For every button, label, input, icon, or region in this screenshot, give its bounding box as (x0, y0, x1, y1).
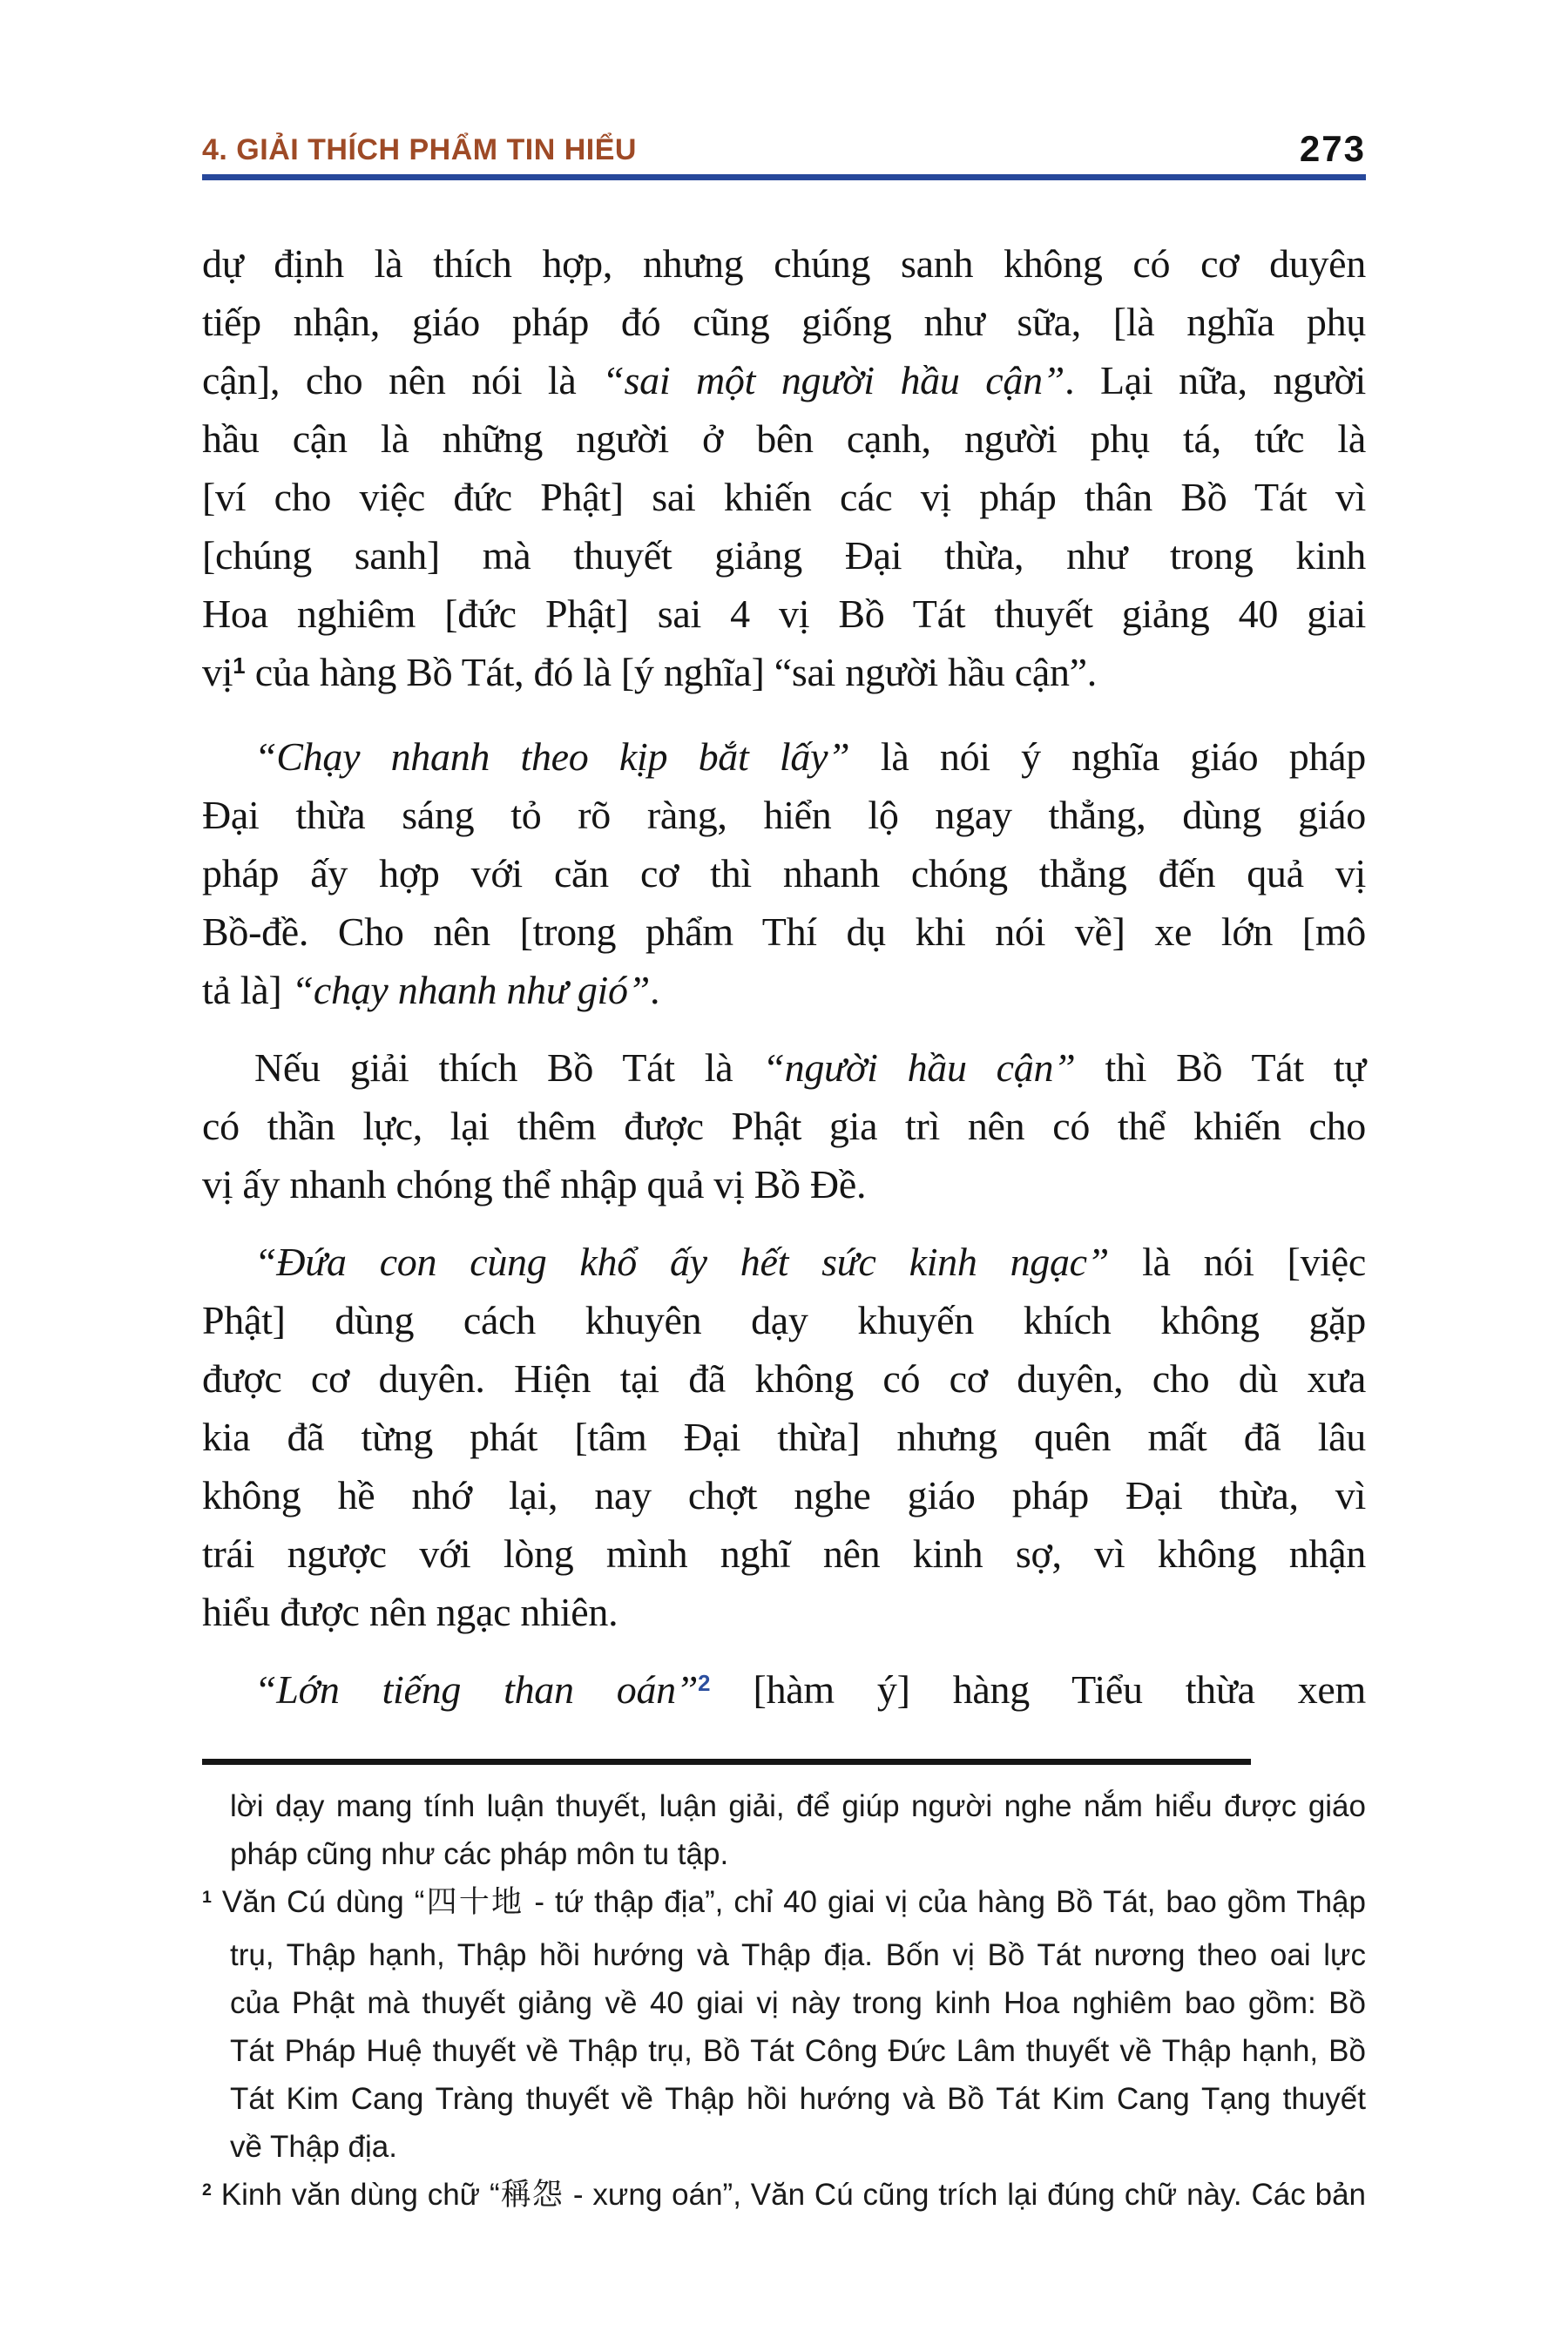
text-run: là nói ý nghĩa giáo pháp (849, 734, 1366, 779)
italic-quote: “chạy nhanh như gió” (291, 968, 650, 1012)
text-run: không hề nhớ lại, nay chợt nghe giáo pháp Đại thừa, vì (202, 1473, 1366, 1517)
text-line (202, 1291, 1366, 1349)
text-run: là nói [việc (1109, 1240, 1366, 1284)
text-line (202, 1583, 1366, 1641)
text-run: của hàng Bồ Tát, đó là [ý nghĩa] “sai người hầu cận”. (245, 650, 1097, 694)
text-run: vị (202, 650, 233, 694)
italic-quote: “sai một người hầu cận” (602, 358, 1065, 402)
paragraph (202, 1038, 1366, 1213)
text-line (202, 1349, 1366, 1408)
text-run: cận], cho nên nói là (202, 358, 603, 402)
text-run: Phật] dùng cách khuyên dạy khuyến khích không gặp (202, 1298, 1366, 1342)
text-line (202, 1524, 1366, 1583)
italic-quote: “Chạy nhanh theo kịp bắt lấy” (254, 734, 850, 779)
text-line (202, 526, 1366, 585)
text-line (202, 961, 1366, 1019)
text-run: . (650, 968, 660, 1012)
body-text (202, 234, 1366, 1726)
text-line (202, 409, 1366, 468)
page-header (202, 129, 1366, 169)
paragraph (202, 1233, 1366, 1641)
header-rule (202, 174, 1366, 180)
text-line (202, 585, 1366, 643)
page-content (202, 129, 1366, 2224)
page-number: 273 (1299, 128, 1366, 169)
text-run: được cơ duyên. Hiện tại đã không có cơ duyên, cho dù xưa (202, 1356, 1366, 1401)
text-run: pháp cũng như các pháp môn tu tập. (230, 1837, 729, 1871)
text-line (202, 351, 1366, 409)
italic-quote: “người hầu cận” (762, 1045, 1076, 1090)
text-run: Tát Kim Cang Tràng thuyết về Thập hồi hướng và Bồ Tát Kim Cang Tạng thuyết (230, 2082, 1366, 2116)
footnote-separator (202, 1759, 1251, 1765)
text-line (202, 844, 1366, 902)
text-run: Tát Pháp Huệ thuyết về Thập trụ, Bồ Tát Công Đức Lâm thuyết về Thập hạnh, Bồ (230, 2034, 1366, 2068)
text-run: tả là] (202, 968, 292, 1012)
text-run: Văn Cú dùng “四十地 - tứ thập địa”, chỉ 40 giai vị của hàng Bồ Tát, bao gồm Thập (221, 1885, 1366, 1919)
text-run: của Phật mà thuyết giảng về 40 giai vị này trong kinh Hoa nghiêm bao gồm: Bồ (230, 1986, 1366, 2020)
footnote-marker: 1 (202, 1888, 212, 1908)
text-line (202, 1466, 1366, 1524)
footnote (202, 1878, 1366, 2171)
running-head-title: 4. GIẢI THÍCH PHẨM TIN HIỂU (202, 133, 637, 166)
text-run: thì Bồ Tát tự (1075, 1045, 1366, 1090)
text-line (230, 1830, 1366, 1878)
text-run: [chúng sanh] mà thuyết giảng Đại thừa, như trong kinh (202, 533, 1366, 578)
text-run: kia đã từng phát [tâm Đại thừa] nhưng quên mất đã lâu (202, 1415, 1366, 1459)
footnote-ref: 1 (233, 653, 246, 679)
text-line (202, 643, 1366, 708)
text-run: Hoa nghiêm [đức Phật] sai 4 vị Bồ Tát thuyết giảng 40 giai (202, 591, 1366, 636)
text-run: [hàm ý] hàng Tiểu thừa xem (710, 1667, 1366, 1712)
text-line (230, 2027, 1366, 2075)
text-run: pháp ấy hợp với căn cơ thì nhanh chóng thẳng đến quả vị (202, 851, 1366, 896)
text-run: về Thập địa. (230, 2130, 397, 2164)
italic-quote: “Lớn tiếng than oán” (254, 1667, 699, 1712)
text-run: Đại thừa sáng tỏ rõ ràng, hiển lộ ngay thẳng, dùng giáo (202, 793, 1366, 837)
text-line (202, 2171, 1366, 2224)
text-line (202, 786, 1366, 844)
text-run: [ví cho việc đức Phật] sai khiến các vị pháp thân Bồ Tát vì (202, 475, 1366, 519)
text-line (202, 1408, 1366, 1466)
footnote-ref: 2 (698, 1671, 711, 1696)
text-line (202, 234, 1366, 293)
text-line (202, 1038, 1366, 1097)
text-run: trụ, Thập hạnh, Thập hồi hướng và Thập địa. Bốn vị Bồ Tát nương theo oai lực (230, 1938, 1366, 1972)
italic-quote: “Đứa con cùng khổ ấy hết sức kinh ngạc” (254, 1240, 1110, 1284)
text-run: có thần lực, lại thêm được Phật gia trì nên có thể khiến cho (202, 1104, 1366, 1148)
footnote-marker: 2 (202, 2180, 212, 2200)
text-line (202, 1097, 1366, 1155)
text-run: Nếu giải thích Bồ Tát là (254, 1045, 763, 1090)
text-line (202, 293, 1366, 351)
text-run: trái ngược với lòng mình nghĩ nên kinh sợ, vì không nhận (202, 1531, 1366, 1576)
text-run: hiểu được nên ngạc nhiên. (202, 1590, 618, 1634)
text-line (202, 468, 1366, 526)
text-line (202, 1878, 1366, 1931)
text-line (230, 2075, 1366, 2123)
paragraph (202, 1660, 1366, 1726)
text-line (202, 902, 1366, 961)
footnote (202, 2171, 1366, 2224)
text-line (202, 1233, 1366, 1291)
text-run: . Lại nữa, người (1064, 358, 1366, 402)
text-line (202, 727, 1366, 786)
text-run: dự định là thích hợp, nhưng chúng sanh không có cơ duyên (202, 241, 1366, 286)
paragraph (202, 234, 1366, 708)
paragraph (202, 727, 1366, 1019)
text-line (230, 1931, 1366, 1979)
footnote-continuation (230, 1782, 1366, 1878)
footnotes (202, 1782, 1366, 2224)
text-line (230, 1979, 1366, 2027)
text-line (202, 1155, 1366, 1213)
text-line (230, 2123, 1366, 2171)
text-line (230, 1782, 1366, 1830)
text-run: lời dạy mang tính luận thuyết, luận giải, để giúp người nghe nắm hiểu được giáo (230, 1789, 1366, 1823)
text-run: Bồ-đề. Cho nên [trong phẩm Thí dụ khi nói về] xe lớn [mô (202, 909, 1366, 954)
text-run: hầu cận là những người ở bên cạnh, người phụ tá, tức là (202, 416, 1366, 461)
text-run: vị ấy nhanh chóng thể nhập quả vị Bồ Đề. (202, 1162, 867, 1206)
text-line (202, 1660, 1366, 1726)
text-run: Kinh văn dùng chữ “稱怨 - xưng oán”, Văn Cú cũng trích lại đúng chữ này. Các bản (220, 2178, 1366, 2212)
text-run: tiếp nhận, giáo pháp đó cũng giống như sữa, [là nghĩa phụ (202, 300, 1366, 344)
